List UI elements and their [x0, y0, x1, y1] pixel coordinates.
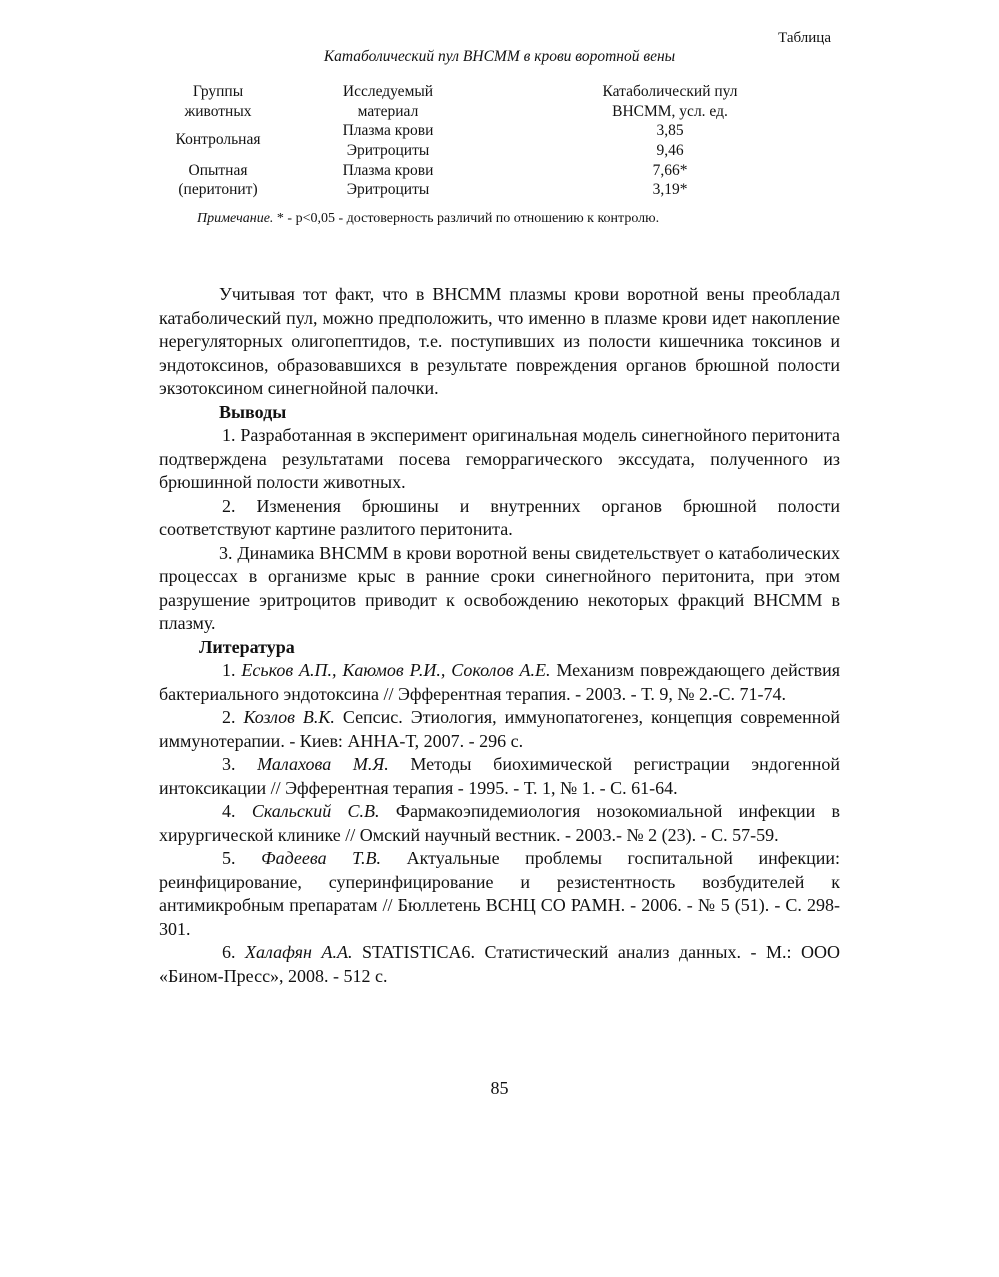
- table-cell-value: 9,46: [656, 142, 684, 159]
- reference-item: [159, 941, 840, 988]
- reference-text: STATISTICA6. Статистический анализ данных. - М.: ООО «Бином-Пресс», 2008. - 512 с.: [159, 942, 841, 986]
- table-cell-material: Эритроциты: [346, 142, 430, 159]
- reference-text: Фармакоэпидемиология нозокомиальной инфекции в хирургической клинике // Омский научный вестник. - 2003.- № 2 (23). - С. 57-59.: [159, 801, 841, 845]
- conclusion-item: 1. Разработанная в эксперимент оригинальная модель синегнойного перитонита подтверждена результатами посева геморрагического экссудата, полученного из брюшинной полости животных.: [159, 425, 840, 492]
- reference-author: Фадеева Т.В.: [261, 848, 382, 868]
- reference-number: 1.: [222, 660, 236, 680]
- table-header-material-line2: материал: [357, 103, 419, 120]
- table-header-group-line2: животных: [184, 103, 252, 120]
- reference-item: [159, 659, 840, 706]
- reference-author: Халафян А.А.: [245, 942, 353, 962]
- reference-author: Скальский С.В.: [251, 801, 380, 821]
- literature-heading: Литература: [199, 636, 295, 657]
- table-note-text: * - p<0,05 - достоверность различий по отношению к контролю.: [273, 211, 660, 226]
- reference-number: 3.: [222, 754, 236, 774]
- table-cell-material: Плазма крови: [342, 122, 434, 139]
- reference-author: Козлов В.К.: [243, 707, 335, 727]
- reference-item: [159, 706, 840, 753]
- reference-item: [159, 800, 840, 847]
- table-cell-value: 7,66*: [652, 162, 688, 179]
- table-label: Таблица: [778, 30, 831, 46]
- table-note: [197, 211, 659, 227]
- reference-item: [159, 847, 840, 941]
- table-cell-group: (перитонит): [178, 181, 258, 198]
- table-header-value-line1: Катаболический пул: [602, 83, 738, 100]
- table-header-value-line2: ВНСММ, усл. ед.: [612, 103, 728, 120]
- reference-text: Методы биохимической регистрации эндогенной интоксикации // Эфферентная терапия - 1995. - Т. 1, № 1. - С. 61-64.: [159, 754, 840, 798]
- reference-text: Актуальные проблемы госпитальной инфекции: реинфицирование, суперинфицирование и резистентность возбудителей к антимикробным препаратам // Бюллетень ВСНЦ СО РАМН. - 2006. - № 5 (51). - С. 298-301.: [159, 848, 841, 939]
- reference-number: 5.: [222, 848, 236, 868]
- reference-author: Еськов А.П., Каюмов Р.И., Соколов А.Е.: [241, 660, 551, 680]
- table-cell-value: 3,85: [656, 122, 684, 139]
- table-cell-group: Контрольная: [175, 131, 261, 148]
- table-cell-group: Опытная: [188, 162, 248, 179]
- reference-author: Малахова М.Я.: [257, 754, 389, 774]
- table-cell-material: Плазма крови: [342, 162, 434, 179]
- conclusions-heading: Выводы: [219, 401, 287, 422]
- reference-number: 2.: [222, 707, 236, 727]
- reference-number: 6.: [222, 942, 236, 962]
- table-cell-value: 3,19*: [652, 181, 688, 198]
- reference-text: Сепсис. Этиология, иммунопатогенез, концепция современной иммунотерапии. - Киев: АННА-Т, 2007. - 296 с.: [159, 707, 841, 751]
- table-note-label: Примечание.: [197, 211, 274, 226]
- table-header-material-line1: Исследуемый: [342, 83, 434, 100]
- body-paragraph: Учитывая тот факт, что в ВНСММ плазмы крови воротной вены преобладал катаболический пул, можно предположить, что именно в плазме крови идет накопление нерегуляторных олигопептидов, т.е. поступивших из полости кишечника токсинов и эндотоксинов, образовавшихся в результате повреждения органов брюшной полости экзотоксином синегнойной палочки.: [159, 284, 840, 398]
- main-text: [159, 283, 840, 988]
- reference-number: 4.: [222, 801, 236, 821]
- table-header-group-line1: Группы: [192, 83, 244, 100]
- conclusion-item: 2. Изменения брюшины и внутренних органов брюшной полости соответствуют картине разлитого перитонита.: [159, 495, 840, 539]
- page-number: 85: [490, 1078, 509, 1098]
- table-caption: Катаболический пул ВНСММ в крови воротной вены: [323, 48, 676, 65]
- conclusion-item: 3. Динамика ВНСММ в крови воротной вены свидетельствует о катаболических процессах в организме крыс в ранние сроки синегнойного перитонита, при этом разрушение эритроцитов приводит к освобождению некоторых фракций ВНСММ в плазму.: [159, 542, 840, 633]
- table-cell-material: Эритроциты: [346, 181, 430, 198]
- reference-text: Механизм повреждающего действия бактериального эндотоксина // Эфферентная терапия. - 2003. - Т. 9, № 2.-С. 71-74.: [159, 660, 840, 704]
- reference-item: [159, 753, 840, 800]
